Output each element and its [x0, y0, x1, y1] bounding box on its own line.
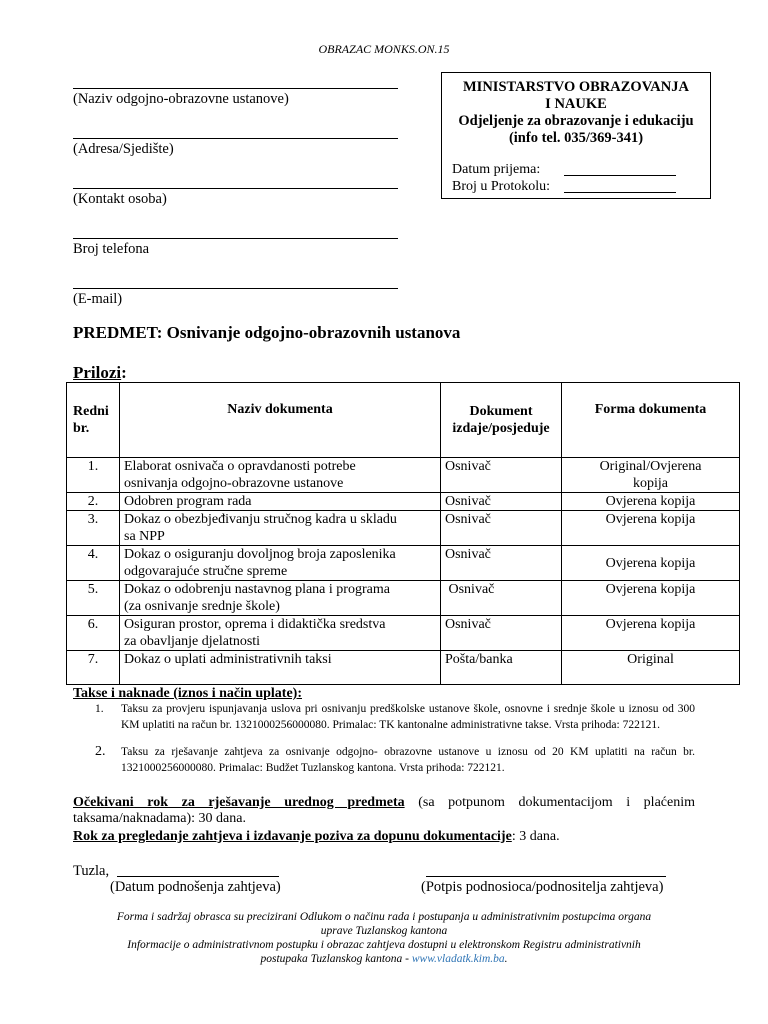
receipt-date-blank[interactable] [564, 175, 676, 176]
fee-item-text: Taksu za rješavanje zahtjeva za osnivanje odgojno- obrazovne ustanove u iznosu od 20 KM uplatiti na račun br. 1321000256000080. Primalac: Budžet Tuzlanskog kantona. Vrsta prihoda: 722121. [121, 746, 695, 774]
row-form [562, 458, 740, 493]
row-document-name-line2: sa NPP [124, 529, 165, 544]
row-issuer: Osnivač [441, 511, 562, 546]
ministry-name-line2: I NAUKE [545, 96, 607, 112]
row-form: Ovjerena kopija [562, 493, 740, 511]
institution-name-field[interactable] [73, 88, 398, 108]
table-row [67, 546, 740, 581]
signature-blank[interactable] [426, 876, 666, 877]
row-form: Ovjerena kopija [562, 616, 740, 651]
row-issuer: Pošta/banka [441, 651, 562, 685]
fee-item-number: 2. [95, 744, 106, 759]
row-document-name [120, 546, 441, 581]
row-issuer: Osnivač [441, 616, 562, 651]
place-label: Tuzla, [73, 863, 110, 879]
row-document-name-line2: osnivanja odgojno-obrazovne ustanove [124, 476, 344, 491]
row-document-name [120, 581, 441, 616]
row-form: Original [562, 651, 740, 685]
row-document-name: Dokaz o uplati administrativnih taksi [120, 651, 441, 685]
form-code: OBRAZAC MONKS.ON.15 [318, 42, 450, 56]
col-header-issuer-line1: Dokument [469, 404, 533, 419]
table-row [67, 458, 740, 493]
contact-person-field[interactable] [73, 188, 398, 208]
row-document-name [120, 458, 441, 493]
field-underline [73, 238, 398, 239]
contact-person-label: (Kontakt osoba) [73, 191, 167, 207]
table-row [67, 581, 740, 616]
registry-link[interactable]: www.vladatk.kim.ba [411, 953, 505, 965]
row-number: 5. [67, 581, 120, 616]
ministry-name-line1: MINISTARSTVO OBRAZOVANJA [463, 79, 689, 95]
fee-item [95, 701, 695, 733]
row-document-name-line1: Elaborat osnivača o opravdanosti potrebe [124, 459, 356, 474]
email-field[interactable] [73, 288, 398, 308]
ministry-box [441, 72, 711, 199]
date-of-submission-blank[interactable] [117, 876, 279, 877]
row-document-name-line1: Osiguran prostor, oprema i didaktička sredstva [124, 617, 386, 632]
row-form-line2: kopija [633, 476, 668, 491]
fee-item-text: Taksu za provjeru ispunjavanja uslova pri osnivanju predškolske ustanove škole, osnovne i srednje škole u iznosu od 300 KM uplatiti na račun br. 1321000256000080. Primalac: TK kantonalne administrativne takse. Vrsta prihoda: 722121. [121, 703, 695, 731]
footer-note [60, 910, 708, 966]
protocol-number-blank[interactable] [564, 192, 676, 193]
col-header-number [67, 383, 120, 458]
review-deadline [73, 829, 560, 845]
footer-line4 [60, 952, 708, 966]
expected-deadline-text: (sa potpunom dokumentacijom i plaćenim taksama/naknadama): 30 dana. [73, 795, 695, 826]
institution-name-label: (Naziv odgojno-obrazovne ustanove) [73, 91, 289, 107]
table-row [67, 511, 740, 546]
row-document-name-line1: Odobren program rada [124, 494, 252, 509]
review-deadline-label: Rok za pregledanje zahtjeva i izdavanje poziva za dopunu dokumentacije [73, 829, 512, 844]
expected-deadline [73, 795, 695, 827]
signature-label: (Potpis podnosioca/podnositelja zahtjeva) [421, 879, 664, 895]
footer-line4-text: postupaka Tuzlanskog kantona - [260, 953, 412, 965]
subject-line: PREDMET: Osnivanje odgojno-obrazovnih ustanova [73, 323, 461, 342]
review-deadline-text: : 3 dana. [511, 829, 560, 844]
row-number: 3. [67, 511, 120, 546]
email-label: (E-mail) [73, 291, 123, 307]
row-form: Ovjerena kopija [562, 511, 740, 546]
ministry-info-phone: (info tel. 035/369-341) [508, 130, 644, 146]
row-document-name [120, 616, 441, 651]
attachments-heading [73, 363, 127, 383]
row-document-name-line2: za obavljanje djelatnosti [124, 634, 261, 649]
date-of-submission-label: (Datum podnošenja zahtjeva) [110, 879, 281, 895]
row-document-name [120, 511, 441, 546]
attachments-heading-text: Prilozi [73, 363, 122, 382]
row-number: 7. [67, 651, 120, 685]
row-form-line1: Original/Ovjerena [599, 459, 702, 474]
footer-line4-end: . [504, 953, 508, 965]
row-issuer: Osnivač [441, 581, 562, 616]
row-form: Ovjerena kopija [562, 546, 740, 581]
row-document-name-line2: (za osnivanje srednje škole) [124, 599, 280, 614]
receipt-date-label: Datum prijema: [452, 162, 541, 177]
footer-line2: uprave Tuzlanskog kantona [320, 925, 448, 937]
phone-field[interactable] [73, 238, 398, 258]
field-underline [73, 138, 398, 139]
row-document-name-line1: Dokaz o odobrenju nastavnog plana i programa [124, 582, 390, 597]
address-label: (Adresa/Sjedište) [73, 141, 174, 157]
col-header-issuer-line2: izdaje/posjeduje [452, 421, 550, 436]
footer-line3: Informacije o administrativnom postupku i obrazac zahtjeva dostupni u elektronskom Registru administrativnih [127, 939, 641, 951]
row-document-name-line2: odgovarajuće stručne spreme [124, 564, 288, 579]
row-number: 4. [67, 546, 120, 581]
col-header-number-line2: br. [73, 421, 90, 436]
field-underline [73, 288, 398, 289]
row-document-name-line1: Dokaz o osiguranju dovoljnog broja zaposlenika [124, 547, 396, 562]
table-row [67, 651, 740, 685]
address-field[interactable] [73, 138, 398, 158]
fee-item-number: 1. [95, 703, 104, 715]
fee-item [95, 744, 695, 776]
expected-deadline-label: Očekivani rok za rješavanje urednog predmeta [73, 795, 405, 810]
table-row [67, 493, 740, 511]
table-row [67, 616, 740, 651]
footer-line1: Forma i sadržaj obrasca su precizirani Odlukom o načinu rada i postupanja u administrativnim postupcima organa [116, 911, 652, 923]
row-issuer: Osnivač [441, 458, 562, 493]
fees-heading: Takse i naknade (iznos i način uplate): [73, 686, 302, 701]
col-header-form: Forma dokumenta [562, 383, 740, 458]
col-header-number-line1: Redni [73, 404, 109, 419]
field-underline [73, 188, 398, 189]
ministry-header [442, 79, 710, 147]
row-number: 2. [67, 493, 120, 511]
row-issuer: Osnivač [441, 493, 562, 511]
row-number: 1. [67, 458, 120, 493]
row-issuer: Osnivač [441, 546, 562, 581]
row-document-name-line1: Dokaz o obezbjeđivanju stručnog kadra u skladu [124, 512, 397, 527]
table-header-row [67, 383, 740, 458]
field-underline [73, 88, 398, 89]
row-number: 6. [67, 616, 120, 651]
ministry-department: Odjeljenje za obrazovanje i edukaciju [458, 113, 694, 129]
attachments-heading-colon: : [121, 363, 127, 382]
phone-label: Broj telefona [73, 241, 150, 257]
documents-table [66, 382, 740, 685]
row-form: Ovjerena kopija [562, 581, 740, 616]
protocol-number-label: Broj u Protokolu: [452, 179, 551, 194]
protocol-number-row[interactable] [452, 179, 550, 195]
col-header-document-name: Naziv dokumenta [120, 383, 441, 458]
col-header-issuer [441, 383, 562, 458]
receipt-date-row[interactable] [452, 162, 540, 178]
row-document-name [120, 493, 441, 511]
